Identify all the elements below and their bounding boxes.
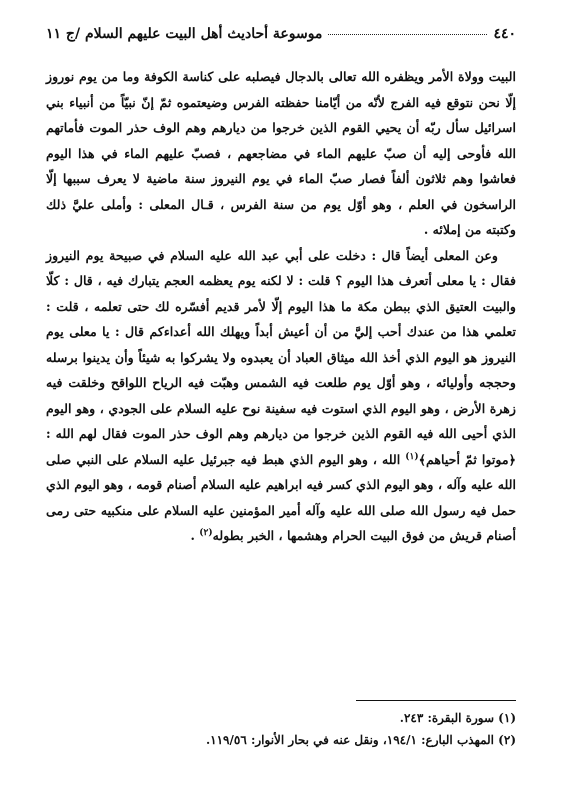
paragraph-2-part-b: الله ، وهو اليوم الذي هبط فيه جبرئيل عليه السلام على النبي صلى الله عليه وآله ، وهو اليوم الذي كسر فيه ابراهيم عليه السلام أصنام قومه ، وهو اليوم الذي حمل فيه رسول الله صلى الله عليه وآله أمير المؤمنين عليه السلام على منكبيه حتى رمى أصنام قريش من فوق البيت الحرام وهشمها ، الخبر بطوله bbox=[46, 451, 516, 543]
footnote-2: (٢) المهذب البارع: ١٩٤/١، ونقل عنه في بحار الأنوار: ١١٩/٥٦. bbox=[205, 733, 516, 747]
page-header bbox=[46, 26, 516, 42]
paragraph-2-end: . bbox=[190, 528, 195, 543]
footnote-divider bbox=[356, 700, 516, 701]
header-dotted-leader bbox=[328, 34, 487, 35]
page-number: ٤٤٠ bbox=[493, 26, 516, 42]
paragraph-1: البيت وولاة الأمر ويظفره الله تعالى بالدجال فيصلبه على كناسة الكوفة وما من يوم نوروز إلّا نحن نتوقع فيه الفرج لأنّه من أيّامنا حفظته الفرس وضيعتموه ثمّ إنّ نبيّاً من أنبياء بني اسرائيل سأل ربّه أن يحيي القوم الذين خرجوا من ديارهم وهم الوف حذر الموت فأماتهم الله فأوحى إليه أن صبّ عليهم الماء في مضاجعهم ، فصبّ عليهم الماء في هذا اليوم فعاشوا وهم ثلاثون ألفاً فصار صبّ الماء في يوم النيروز سنة ماضية لا يعرف سببها إلّا الراسخون في العلم ، وهو أوّل يوم من سنة الفرس ، قـال المعلى : وأملى عليَّ ذلك وكتبته من إملائه . bbox=[46, 69, 516, 237]
paragraph-2 bbox=[46, 243, 516, 549]
footnote-ref-1[interactable]: (١) bbox=[405, 451, 419, 462]
footnote-ref-2[interactable]: (٢) bbox=[199, 527, 213, 538]
footnotes bbox=[46, 707, 516, 751]
footnote-1: (١) سورة البقرة: ٢٤٣. bbox=[399, 711, 516, 725]
paragraph-2-part-a: وعن المعلى أيضاً قال : دخلت على أبي عبد الله عليه السلام في صبيحة يوم النيروز فقال : يا معلى أتعرف هذا اليوم ؟ قلت : لا لكنه يوم يعظمه العجم يتبارك فيه ، قال : كلّا والبيت العتيق الذي ببطن مكة ما هذا اليوم إلّا لأمر قديم أفسّره لك حتى تعلمه ، قلت : تعلمي هذا من عندك أحب إليَّ من أن أعيش أبداً ويهلك الله أعداءكم قال : يا معلى يوم النيروز هو اليوم الذي أخذ الله ميثاق العباد أن يعبدوه ولا يشركوا به شيئاً وأن يدينوا برسله وحججه وأوليائه ، وهو أوّل يوم طلعت فيه الشمس وهبّت فيه الرياح اللواقح وخلقت فيه زهرة الأرض ، وهو اليوم الذي استوت فيه سفينة نوح عليه السلام على الجودي ، وهو اليوم الذي أحيى الله فيه القوم الذين خرجوا من ديارهم وهم الوف حذر الموت فقال لهم الله : bbox=[46, 247, 516, 441]
quran-verse: ﴿موتوا ثمّ أحياهم﴾ bbox=[418, 451, 516, 467]
main-text bbox=[46, 64, 516, 549]
book-title: موسوعة أحاديث أهل البيت عليهم السلام /ج ١١ bbox=[46, 26, 323, 42]
